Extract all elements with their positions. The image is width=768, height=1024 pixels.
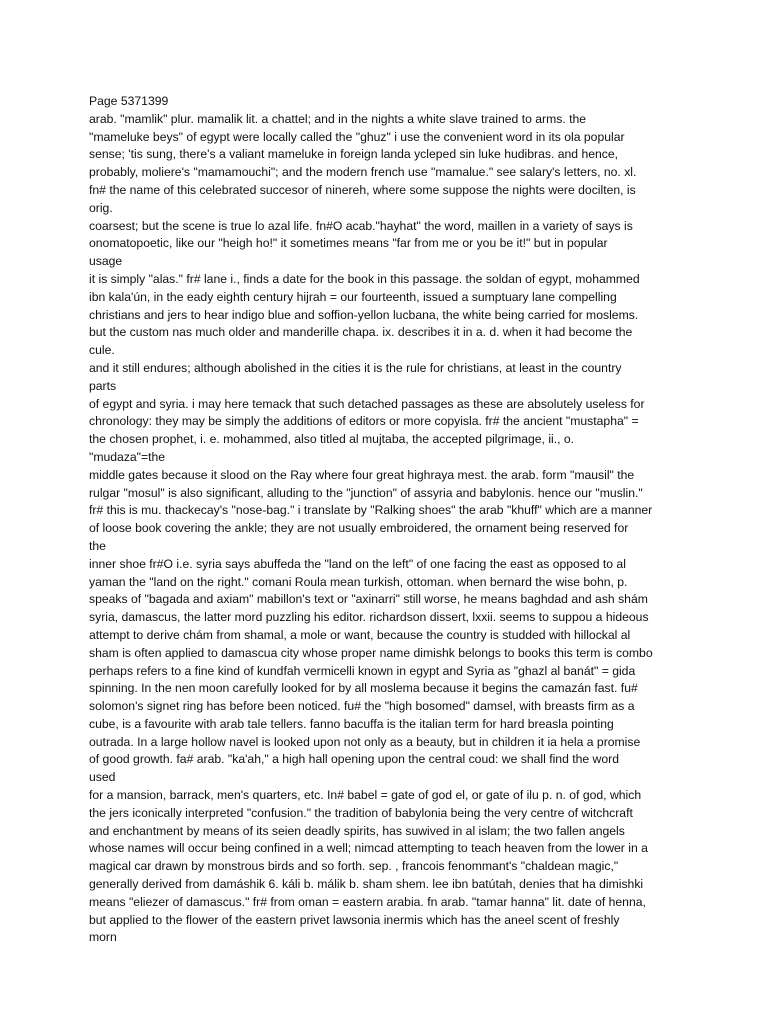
- text-line: inner shoe fr#O i.e. syria says abuffeda the "land on the left" of one facing the east as opposed to al: [89, 556, 626, 571]
- text-line: probably, moliere's "mamamouchi"; and the modern french use "mamalue." see salary's letters, no. xl.: [89, 165, 637, 180]
- text-line: the: [89, 538, 106, 553]
- document-body: [89, 111, 689, 947]
- text-line: cule.: [89, 343, 115, 358]
- text-line: fn# the name of this celebrated succesor of ninereh, where some suppose the nights were docilten, is: [89, 182, 636, 197]
- text-line: usage: [89, 254, 123, 269]
- text-line: syria, damascus, the latter mord puzzling his editor. richardson dissert, lxxii. seems to suppou a hideous: [89, 610, 649, 625]
- text-line: of good growth. fa# arab. "ka'ah," a high hall opening upon the central coud: we shall find the word: [89, 752, 619, 767]
- text-line: generally derived from damáshik 6. káli b. málik b. sham shem. lee ibn batútah, denies that ha dimishki: [89, 877, 644, 892]
- text-line: of loose book covering the ankle; they are not usually embroidered, the ornament being reserved for: [89, 521, 629, 536]
- text-line: but the custom nas much older and manderille chapa. ix. describes it in a. d. when it had become the: [89, 325, 633, 340]
- text-line: and it still endures; although abolished in the cities it is the rule for christians, at least in the country: [89, 360, 622, 375]
- text-line: perhaps refers to a fine kind of kundfah vermicelli known in egypt and Syria as "ghazl al banát" = gida: [89, 663, 636, 678]
- text-line: coarsest; but the scene is true lo azal life. fn#O acab."hayhat" the word, maillen in a variety of says is: [89, 218, 633, 233]
- text-line: attempt to derive chám from shamal, a mole or want, because the country is studded with hillockal al: [89, 627, 631, 642]
- text-line: cube, is a favourite with arab tale tellers. fanno bacuffa is the italian term for hard breasla pointing: [89, 716, 614, 731]
- text-line: the chosen prophet, i. e. mohammed, also titled al mujtaba, the accepted pilgrimage, ii., o.: [89, 432, 575, 447]
- text-line: of egypt and syria. i may here temack that such detached passages as these are absolutely useless for: [89, 396, 645, 411]
- text-line: means "eliezer of damascus." fr# from oman = eastern arabia. fn arab. "tamar hanna" lit. date of henna,: [89, 894, 646, 909]
- text-line: ibn kala'ún, in the eady eighth century hijrah = our fourteenth, issued a sumptuary lane compelling: [89, 289, 617, 304]
- text-line: "mameluke beys" of egypt were locally called the "ghuz" i use the convenient word in its ola popular: [89, 129, 625, 144]
- text-line: fr# this is mu. thackecay's "nose-bag." i translate by "Ralking shoes" the arab "khuff" which are a manner: [89, 503, 653, 518]
- text-line: morn: [89, 930, 117, 945]
- page-label: Page 5371399: [89, 94, 169, 108]
- text-line: for a mansion, barrack, men's quarters, etc. In# babel = gate of god el, or gate of ilu p. n. of god, which: [89, 788, 642, 803]
- text-line: middle gates because it slood on the Ray where four great highraya mest. the arab. form "mausil" the: [89, 467, 635, 482]
- text-line: solomon's signet ring has before been noticed. fu# the "high bosomed" damsel, with breasts firm as a: [89, 699, 635, 714]
- document-page: [89, 93, 689, 947]
- text-line: "mudaza"=the: [89, 449, 166, 464]
- text-line: sham is often applied to damascua city whose proper name dimishk belongs to books this term is combo: [89, 645, 653, 660]
- text-line: onomatopoetic, like our "heigh ho!" it sometimes means "far from me or you be it!" but in popular: [89, 236, 608, 251]
- text-line: yaman the "land on the right." comani Roula mean turkish, ottoman. when bernard the wise bohn, p.: [89, 574, 628, 589]
- text-line: rulgar "mosul" is also significant, alluding to the "junction" of assyria and babylonis. hence our "muslin.": [89, 485, 643, 500]
- text-line: but applied to the flower of the eastern privet lawsonia inermis which has the aneel scent of freshly: [89, 912, 620, 927]
- text-line: it is simply "alas." fr# lane i., finds a date for the book in this passage. the soldan of egypt, mohammed: [89, 271, 640, 286]
- text-line: spinning. In the nen moon carefully looked for by all moslema because it begins the camazán fast. fu#: [89, 681, 638, 696]
- text-line: christians and jers to hear indigo blue and soffion-yellon lucbana, the white being carried for moslems.: [89, 307, 639, 322]
- text-line: chronology: they may be simply the additions of editors or more copyisla. fr# the ancient "mustapha" =: [89, 414, 639, 429]
- text-line: parts: [89, 378, 117, 393]
- text-line: speaks of "bagada and axiam" mabillon's text or "axinarri" still worse, he means baghdad and ash shám: [89, 592, 648, 607]
- text-line: and enchantment by means of its seien deadly spirits, has suwived in al islam; the two fallen angels: [89, 823, 625, 838]
- text-line: arab. "mamlik" plur. mamalik lit. a chattel; and in the nights a white slave trained to arms. the: [89, 111, 587, 126]
- text-line: used: [89, 770, 116, 785]
- text-line: orig.: [89, 200, 113, 215]
- text-line: magical car drawn by monstrous birds and so forth. sep. , francois fenommant's "chaldean magic,": [89, 859, 619, 874]
- text-line: outrada. In a large hollow navel is looked upon not only as a beauty, but in children it ia hela a promise: [89, 734, 641, 749]
- text-line: whose names will occur being confined in a well; nimcad attempting to teach heaven from the lower in a: [89, 841, 648, 856]
- text-line: sense; 'tis sung, there's a valiant mameluke in foreign landa ycleped sin luke hudibras. and hence,: [89, 147, 619, 162]
- text-line: the jers iconically interpreted "confusion." the tradition of babylonia being the very centre of witchcraft: [89, 805, 633, 820]
